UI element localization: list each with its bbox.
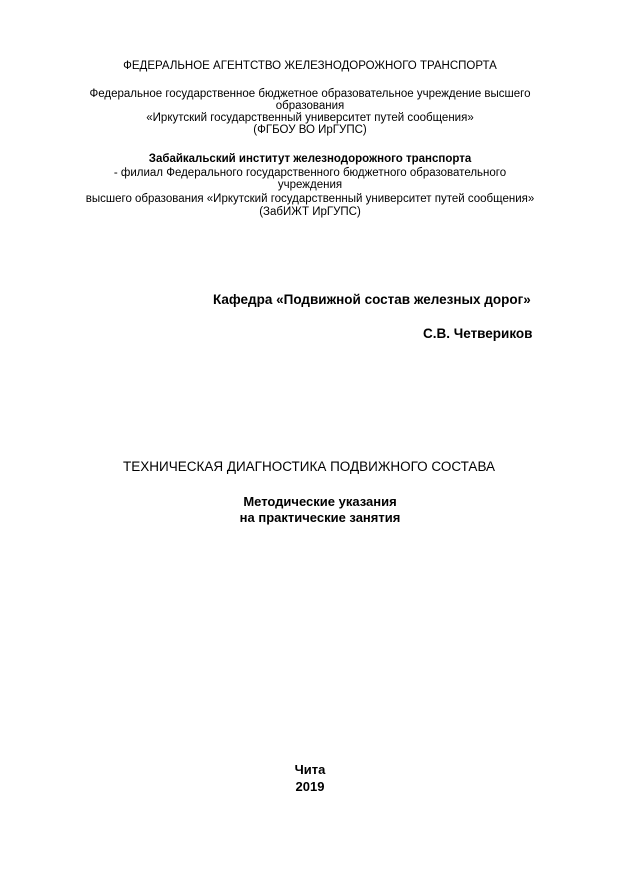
institute-name: Забайкальский институт железнодорожного транспорта [148, 153, 472, 165]
institute-line-2: учреждения [277, 179, 343, 191]
university-line-3: «Иркутский государственный университет путей сообщения» [146, 112, 474, 124]
subtitle-line-1: Методические указания [243, 494, 397, 509]
department-name: Кафедра «Подвижной состав железных дорог» [213, 292, 531, 307]
city: Чита [294, 762, 326, 777]
institute-line-1: - филиал Федерального государственного бюджетного образовательного [113, 167, 507, 179]
university-line-4: (ФГБОУ ВО ИрГУПС) [253, 124, 367, 136]
subtitle-line-2: на практические занятия [239, 510, 401, 525]
institute-line-3: высшего образования «Иркутский государственный университет путей сообщения» [85, 193, 535, 205]
document-title: ТЕХНИЧЕСКАЯ ДИАГНОСТИКА ПОДВИЖНОГО СОСТАВА [123, 459, 496, 474]
university-line-1: Федеральное государственное бюджетное образовательное учреждение высшего [89, 88, 531, 100]
year: 2019 [295, 779, 325, 794]
agency-name: ФЕДЕРАЛЬНОЕ АГЕНТСТВО ЖЕЛЕЗНОДОРОЖНОГО ТРАНСПОРТА [123, 60, 497, 72]
institute-line-4: (ЗабИЖТ ИрГУПС) [259, 206, 361, 218]
university-line-2: образования [275, 100, 345, 112]
author-name: С.В. Четвериков [423, 326, 533, 341]
